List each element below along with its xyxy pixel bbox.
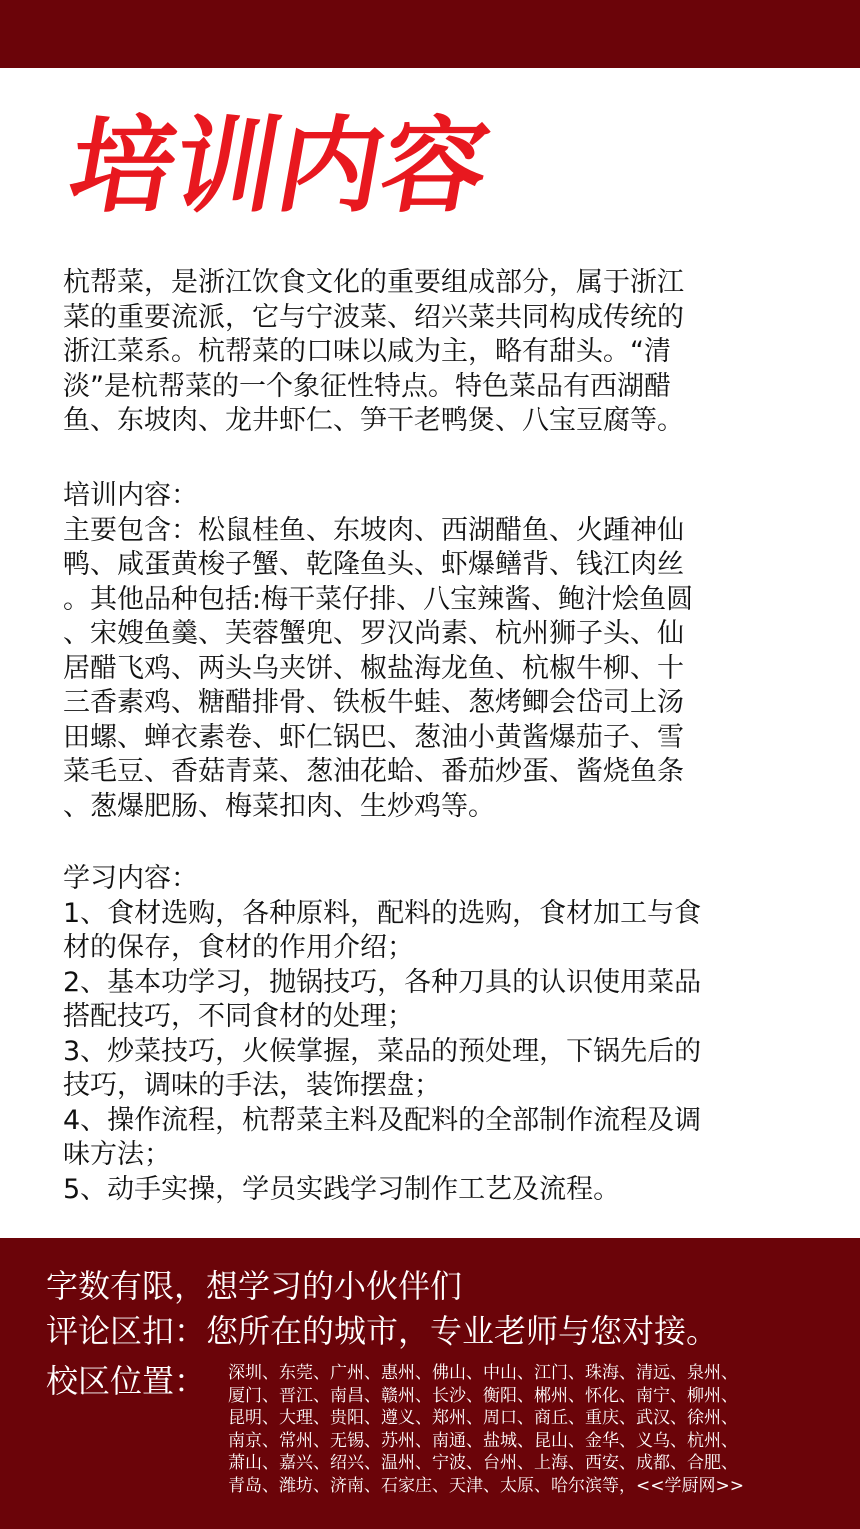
top-banner bbox=[0, 0, 860, 68]
footer-comment-text: 评论区扣：您所在的城市，专业老师与您对接。 bbox=[46, 1312, 719, 1350]
page-title: 培训内容 bbox=[60, 105, 498, 227]
campus-city-list: 深圳、东莞、广州、惠州、佛山、中山、江门、珠海、清远、泉州、 厦门、晋江、南昌、赣州、长沙、衡阳、郴州、怀化、南宁、柳州、 昆明、大理、贵阳、遵义、郑州、周口、商丘、重庆、武汉、徐州、 南京、常州、无锡、苏州、南通、盐城、昆山、金华、义乌、杭州、 萧山、嘉兴、绍兴、温州、宁波、台州、上海、西安、成都、合肥、 青岛、潍坊、济南、石家庄、天津、太原、哈尔滨等，<<学厨网>> bbox=[228, 1363, 744, 1496]
footer-invite-text: 字数有限，想学习的小伙伴们 bbox=[46, 1267, 463, 1305]
content-area bbox=[0, 68, 860, 1238]
training-content-paragraph: 培训内容： 主要包含：松鼠桂鱼、东坡肉、西湖醋鱼、火踵神仙 鸭、咸蛋黄梭子蟹、乾隆鱼头、虾爆鳝背、钱江肉丝 。其他品种包括:梅干菜仔排、八宝辣酱、鲍汁烩鱼圆 、宋嫂鱼羹、芙蓉蟹兜、罗汉尚素、杭州狮子头、仙 居醋飞鸡、两头乌夹饼、椒盐海龙鱼、杭椒牛柳、十 三香素鸡、糖醋排骨、铁板牛蛙、葱烤鲫会岱司上汤 田螺、蝉衣素卷、虾仁锅巴、葱油小黄酱爆茄子、雪 菜毛豆、香菇青菜、葱油花蛤、番茄炒蛋、酱烧鱼条 、葱爆肥肠、梅菜扣肉、生炒鸡等。 bbox=[63, 480, 694, 822]
intro-paragraph: 杭帮菜，是浙江饮食文化的重要组成部分，属于浙江 菜的重要流派，它与宁波菜、绍兴菜共同构成传统的 浙江菜系。杭帮菜的口味以咸为主，略有甜头。“清 淡”是杭帮菜的一个象征性特点。特色菜品有西湖醋 鱼、东坡肉、龙井虾仁、笋干老鸭煲、八宝豆腐等。 bbox=[63, 267, 684, 436]
learning-content-paragraph: 学习内容： 1、食材选购，各种原料，配料的选购，食材加工与食 材的保存，食材的作用介绍； 2、基本功学习，抛锅技巧，各种刀具的认识使用菜品 搭配技巧，不同食材的处理； 3、炒菜技巧，火候掌握，菜品的预处理，下锅先后的 技巧，调味的手法，装饰摆盘； 4、操作流程，杭帮菜主料及配料的全部制作流程及调 味方法； 5、动手实操，学员实践学习制作工艺及流程。 bbox=[63, 863, 702, 1205]
footer-banner bbox=[0, 1238, 860, 1529]
campus-label: 校区位置： bbox=[46, 1362, 207, 1400]
